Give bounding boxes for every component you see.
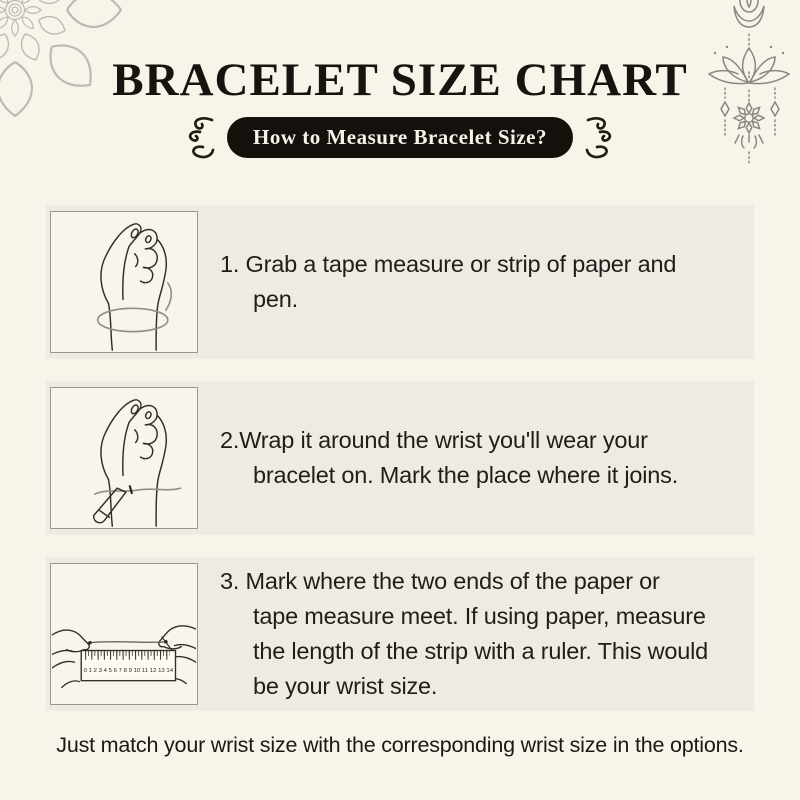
step-line: the length of the strip with a ruler. This would [253, 638, 708, 665]
badge-label: How to Measure Bracelet Size? [252, 124, 548, 149]
hands-holding-ruler-icon [52, 565, 196, 703]
step-panel-2 [46, 381, 754, 535]
step-line: 3. Mark where the two ends of the paper or [220, 568, 660, 595]
ruler-numbers: 0 1 2 3 4 5 6 7 8 9 10 11 12 13 14 [83, 668, 174, 675]
step-line: 1. Grab a tape measure or strip of paper and [220, 251, 677, 278]
step1-text [220, 247, 676, 317]
step-panel-1 [46, 205, 754, 359]
header [0, 0, 800, 159]
fist-with-pen-marking-icon [52, 389, 196, 527]
swirl-right-icon [585, 115, 615, 159]
step3-text [220, 564, 708, 704]
badge-pill [227, 117, 573, 158]
steps-list [46, 205, 754, 711]
footer-note: Just match your wrist size with the corresponding wrist size in the options. [56, 733, 744, 758]
step-line: bracelet on. Mark the place where it joins. [253, 462, 679, 489]
step-line: pen. [253, 286, 298, 313]
step3-illustration-box [50, 563, 198, 705]
step1-illustration-box [50, 211, 198, 353]
step-line: tape measure meet. If using paper, measure [253, 603, 706, 630]
fist-with-tape-measure-icon [52, 213, 196, 351]
badge-row [0, 115, 800, 159]
step-line: be your wrist size. [253, 673, 438, 700]
step2-illustration-box [50, 387, 198, 529]
step-panel-3 [46, 557, 754, 711]
step2-text [220, 423, 678, 493]
step-line: 2.Wrap it around the wrist you'll wear your [220, 427, 648, 454]
page-title: BRACELET SIZE CHART [112, 54, 688, 106]
swirl-left-icon [185, 115, 215, 159]
